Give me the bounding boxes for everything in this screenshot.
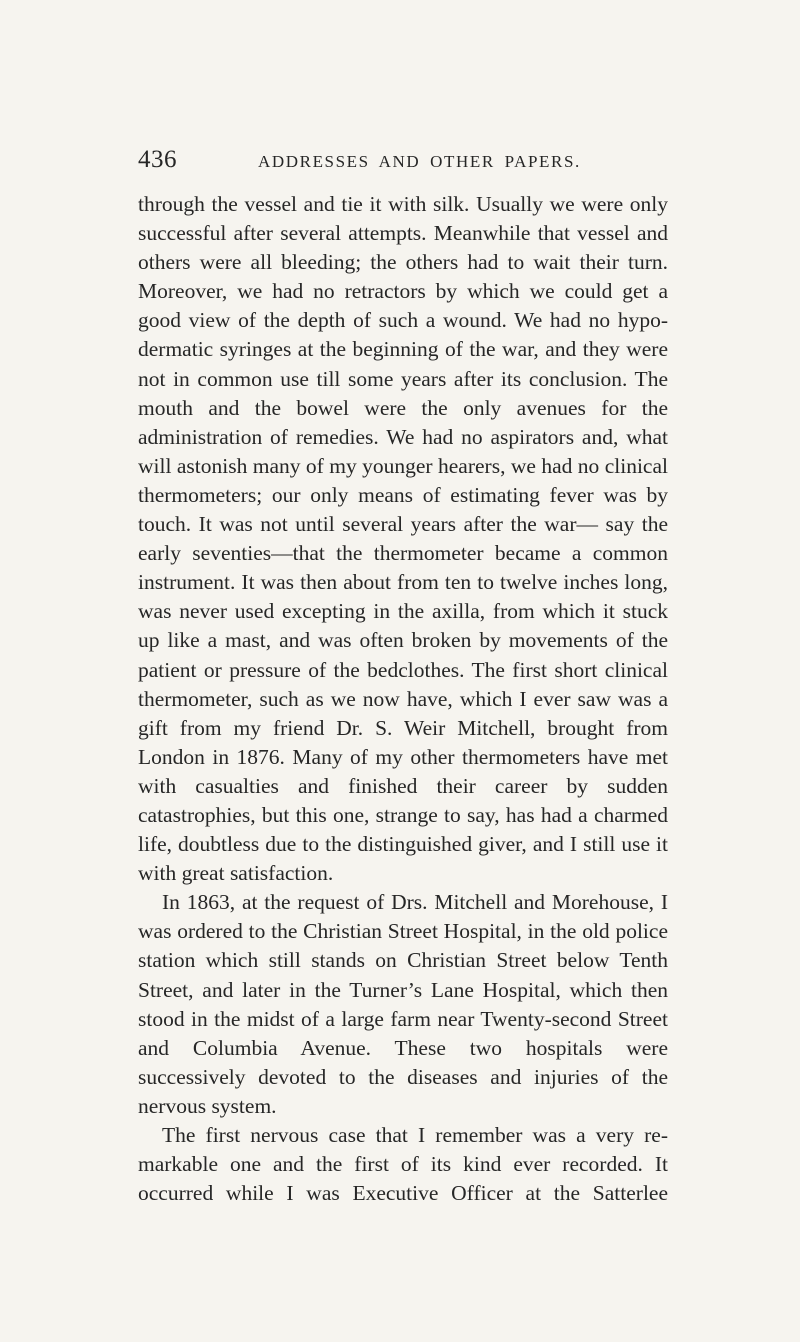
paragraph-christian-street-hospital: In 1863, at the request of Drs. Mitchell and Morehouse, I was ordered to the Christian Street Hospital, in the old police station which still stands on Christian Street below Tenth Street, and later in the Turner’s Lane Hospital, which then stood in the midst of a large farm near Twenty-second Street and Columbia Avenue. These two hospitals were successively devoted to the diseases and injuries of the nervous system. — [138, 890, 668, 1118]
running-head-title: ADDRESSES AND OTHER PAPERS. — [258, 152, 581, 171]
body-text — [138, 190, 668, 1208]
paragraph-first-nervous-case: The first nervous case that I remember was a very remarkable one and the first of its kind ever recorded. It occurred while I was Executive Officer at the Satterlee — [138, 1123, 668, 1206]
running-head — [138, 142, 668, 178]
paragraph-thermometers: through the vessel and tie it with silk. Usually we were only successful after several attempts. Meanwhile that vessel and others were all bleeding; the others had to wait their turn. Moreover, we had no retractors by which we could get a good view of the depth of such a wound. We had no hypodermatic syringes at the beginning of the war, and they were not in common use till some years after its conclusion. The mouth and the bowel were the only avenues for the administration of remedies. We had no aspirators and, what will astonish many of my younger hearers, we had no clinical thermometers; our only means of estimating fever was by touch. It was not until several years after the war— say the early seventies—that the thermometer became a common instrument. It was then about from ten to twelve inches long, was never used excepting in the axilla, from which it stuck up like a mast, and was often broken by movements of the patient or pressure of the bedclothes. The first short clinical thermometer, such as we now have, which I ever saw was a gift from my friend Dr. S. Weir Mitchell, brought from London in 1876. Many of my other thermometers have met with casualties and finished their career by sudden catastrophies, but this one, strange to say, has had a charmed life, doubtless due to the distinguished giver, and I still use it with great satisfaction. — [138, 192, 668, 886]
page-number: 436 — [138, 146, 177, 173]
